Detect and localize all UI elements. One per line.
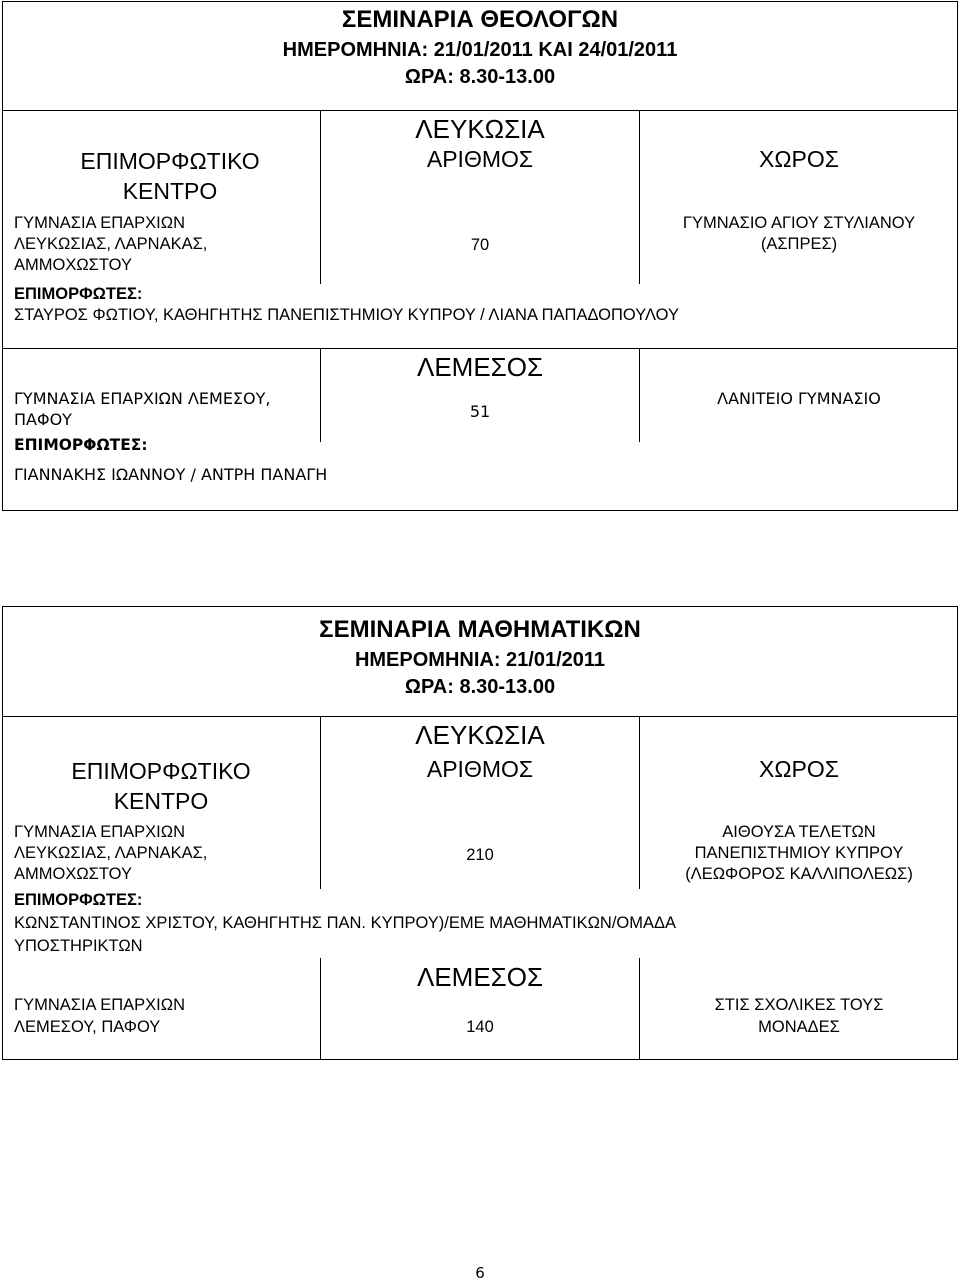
schools-line: ΛΕΜΕΣΟΥ, ΠΑΦΟΥ	[14, 1018, 161, 1036]
theology-col-number: ΑΡΙΘΜΟΣ	[426, 146, 534, 172]
math-col-center	[2, 756, 320, 816]
theology-nicosia-number: 70	[470, 236, 490, 254]
theology-date: ΗΜΕΡΟΜΗΝΙΑ: 21/01/2011 ΚΑΙ 24/01/2011	[282, 39, 678, 61]
schools-line: ΓΥΜΝΑΣΙΑ ΕΠΑΡΧΙΩΝ	[14, 823, 185, 841]
theology-limassol-trainers: ΓΙΑΝΝΑΚΗΣ ΙΩΑΝΝΟΥ / ΑΝΤΡΗ ΠΑΝΑΓΗ	[14, 465, 328, 484]
math-time: ΩΡΑ: 8.30-13.00	[404, 676, 556, 698]
theology-limassol-number: 51	[469, 402, 491, 421]
theology-nicosia-city: ΛΕΥΚΩΣΙΑ	[415, 114, 545, 144]
theology-time: ΩΡΑ: 8.30-13.00	[404, 66, 556, 88]
col-center-line: ΕΠΙΜΟΡΦΩΤΙΚΟ	[71, 758, 251, 784]
divider	[2, 716, 958, 717]
theology-limassol-venue: ΛΑΝΙΤΕΙΟ ΓΥΜΝΑΣΙΟ	[717, 389, 881, 408]
schools-line: ΑΜΜΟΧΩΣΤΟΥ	[14, 865, 132, 883]
math-limassol-number: 140	[466, 1018, 494, 1036]
venue-line: (ΛΕΩΦΟΡΟΣ ΚΑΛΛΙΠΟΛΕΩΣ)	[685, 865, 913, 883]
schools-line: ΑΜΜΟΧΩΣΤΟΥ	[14, 256, 132, 274]
venue-line: ΠΑΝΕΠΙΣΤΗΜΙΟΥ ΚΥΠΡΟΥ	[694, 844, 904, 862]
theology-col-center: ΕΠΙΜΟΡΦΩΤΙΚΟ ΚΕΝΤΡΟ	[80, 148, 260, 204]
theology-nicosia-venue	[640, 213, 958, 255]
theology-col-venue: ΧΩΡΟΣ	[759, 146, 839, 172]
schools-line: ΓΥΜΝΑΣΙΑ ΕΠΑΡΧΙΩΝ	[14, 996, 185, 1014]
theology-nicosia-trainers: ΣΤΑΥΡΟΣ ΦΩΤΙΟΥ, ΚΑΘΗΓΗΤΗΣ ΠΑΝΕΠΙΣΤΗΜΙΟΥ ΚΥΠΡΟΥ / ΛΙΑΝΑ ΠΑΠΑΔΟΠΟΥΛΟΥ	[14, 306, 679, 324]
math-limassol-schools	[14, 994, 185, 1038]
math-date: ΗΜΕΡΟΜΗΝΙΑ: 21/01/2011	[354, 649, 606, 671]
divider	[2, 110, 958, 111]
trainers-line: ΚΩΝΣΤΑΝΤΙΝΟΣ ΧΡΙΣΤΟΥ, ΚΑΘΗΓΗΤΗΣ ΠΑΝ. ΚΥΠΡΟΥ)/ΕΜΕ ΜΑΘΗΜΑΤΙΚΩΝ/ΟΜΑΔΑ	[14, 914, 677, 932]
venue-line: (ΑΣΠΡΕΣ)	[760, 235, 838, 253]
venue-line: ΜΟΝΑΔΕΣ	[758, 1018, 840, 1036]
divider	[2, 348, 958, 349]
math-nicosia-trainers	[14, 913, 676, 957]
schools-line: ΓΥΜΝΑΣΙΑ ΕΠΑΡΧΙΩΝ ΛΕΜΕΣΟΥ,	[14, 389, 271, 408]
math-nicosia-venue	[640, 822, 958, 885]
col-center-line: ΚΕΝΤΡΟ	[113, 788, 209, 814]
math-col-number: ΑΡΙΘΜΟΣ	[426, 756, 534, 782]
schools-line: ΛΕΥΚΩΣΙΑΣ, ΛΑΡΝΑΚΑΣ,	[14, 235, 208, 253]
schools-line: ΓΥΜΝΑΣΙΑ ΕΠΑΡΧΙΩΝ	[14, 214, 185, 232]
schools-line: ΛΕΥΚΩΣΙΑΣ, ΛΑΡΝΑΚΑΣ,	[14, 844, 208, 862]
venue-line: ΑΙΘΟΥΣΑ ΤΕΛΕΤΩΝ	[722, 823, 876, 841]
page-number: 6	[475, 1264, 485, 1282]
math-limassol-venue	[640, 994, 958, 1038]
theology-limassol-schools	[14, 388, 271, 430]
theology-nicosia-schools	[14, 213, 207, 276]
venue-line: ΓΥΜΝΑΣΙΟ ΑΓΙΟΥ ΣΤΥΛΙΑΝΟΥ	[682, 214, 916, 232]
math-nicosia-trainers-label: ΕΠΙΜΟΡΦΩΤΕΣ:	[14, 891, 143, 909]
theology-title: ΣΕΜΙΝΑΡΙΑ ΘΕΟΛΟΓΩΝ	[341, 6, 619, 33]
divider	[639, 110, 640, 284]
theology-limassol-city: ΛΕΜΕΣΟΣ	[416, 352, 544, 382]
math-col-venue: ΧΩΡΟΣ	[759, 756, 839, 782]
theology-nicosia-trainers-label: ΕΠΙΜΟΡΦΩΤΕΣ:	[14, 285, 143, 303]
math-nicosia-number: 210	[466, 846, 494, 864]
venue-line: ΣΤΙΣ ΣΧΟΛΙΚΕΣ ΤΟΥΣ	[714, 996, 884, 1014]
math-nicosia-schools	[14, 822, 207, 885]
schools-line: ΠΑΦΟΥ	[14, 410, 72, 429]
math-nicosia-city: ΛΕΥΚΩΣΙΑ	[415, 720, 545, 750]
theology-limassol-trainers-label: ΕΠΙΜΟΡΦΩΤΕΣ:	[14, 436, 148, 454]
math-title: ΣΕΜΙΝΑΡΙΑ ΜΑΘΗΜΑΤΙΚΩΝ	[319, 616, 641, 643]
math-limassol-city: ΛΕΜΕΣΟΣ	[416, 962, 544, 992]
trainers-line: ΥΠΟΣΤΗΡΙΚΤΩΝ	[14, 937, 143, 955]
